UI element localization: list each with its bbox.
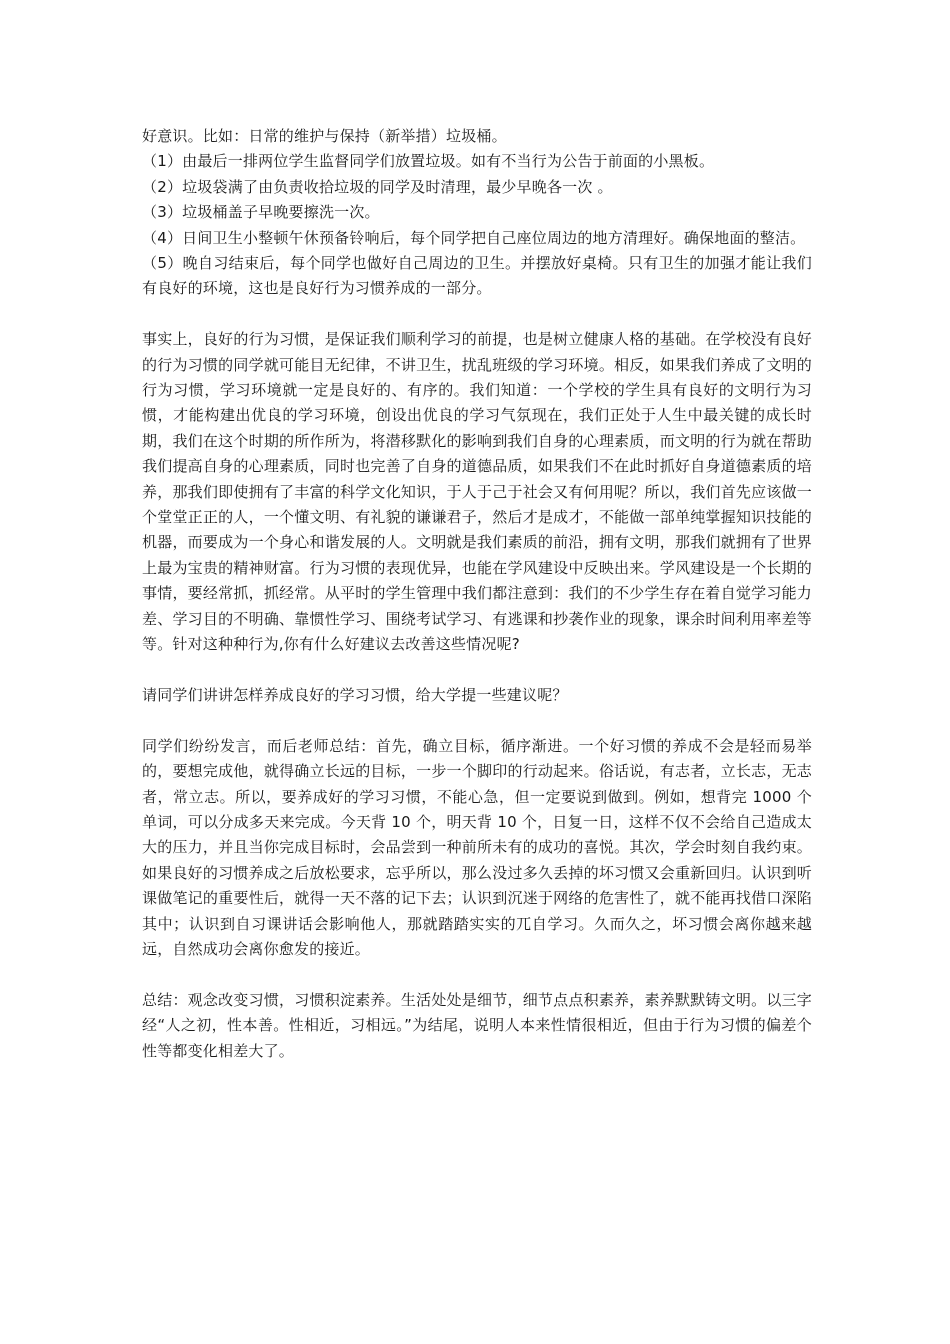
list-item: （5）晚自习结束后，每个同学也做好自己周边的卫生。并摆放好桌椅。只有卫生的加强才能让我们有良好的环境，这也是良好行为习惯养成的一部分。 [142,254,812,298]
section1-intro: 好意识。比如：日常的维护与保持（新举措）垃圾桶。 [142,127,507,145]
paragraph-conclusion: 总结：观念改变习惯，习惯积淀素养。生活处处是细节，细节点点积素养，素养默默铸文明。以三字经“人之初，性本善。性相近，习相远。”为结尾，说明人本来性情很相近，但由于行为习惯的偏差个性等都变化相差大了。 [142,990,812,1060]
paragraph-teacher-summary: 同学们纷纷发言，而后老师总结：首先，确立目标，循序渐进。一个好习惯的养成不会是轻而易举的，要想完成他，就得确立长远的目标，一步一个脚印的行动起来。俗话说，有志者，立长志，无志者，常立志。所以，要养成好的学习习惯，不能心急，但一定要说到做到。例如，想背完 1000 个单词，可以分成多天来完成。今天背 10 个，明天背 10 个，日复一日，这样不仅不会给自己造成太大的压力，并且当你完成目标时，会品尝到一种前所未有的成功的喜悦。其次，学会时刻自我约束。如果良好的习惯养成之后放松要求，忘乎所以，那么没过多久丢掉的坏习惯又会重新回归。认识到听课做笔记的重要性后，就得一天不落的记下去；认识到沉迷于网络的危害性了，就不能再找借口深陷其中；认识到自习课讲话会影响他人，那就踏踏实实的兀自学习。久而久之，坏习惯会离你越来越远，自然成功会离你愈发的接近。 [142,736,812,958]
list-item: （4）日间卫生小整顿午休预备铃响后，每个同学把自己座位周边的地方清理好。确保地面的整洁。 [142,228,806,247]
list-item: （2）垃圾袋满了由负责收拾垃圾的同学及时清理，最少早晚各一次 。 [142,177,613,196]
paragraph-gap [142,302,812,327]
paragraph-question: 请同学们讲讲怎样养成良好的学习习惯，给大学提一些建议呢？ [142,685,568,704]
paragraph-gap [142,658,812,683]
list-item: （1）由最后一排两位学生监督同学们放置垃圾。如有不当行为公告于前面的小黑板。 [142,152,715,171]
paragraph-gap [142,708,812,733]
paragraph-gap [142,962,812,987]
paragraph-behavior-habits: 事实上，良好的行为习惯，是保证我们顺利学习的前提，也是树立健康人格的基础。在学校没有良好的行为习惯的同学就可能目无纪律，不讲卫生，扰乱班级的学习环境。相反，如果我们养成了文明的行为习惯，学习环境就一定是良好的、有序的。我们知道：一个学校的学生具有良好的文明行为习惯，才能构建出优良的学习环境，创设出优良的学习气氛现在，我们正处于人生中最关键的成长时期，我们在这个时期的所作所为，将潜移默化的影响到我们自身的心理素质，而文明的行为就在帮助我们提高自身的心理素质，同时也完善了自身的道德品质，如果我们不在此时抓好自身道德素质的培养，那我们即使拥有了丰富的科学文化知识，于人于己于社会又有何用呢？所以，我们首先应该做一个堂堂正正的人，一个懂文明、有礼貌的谦谦君子，然后才是成才，不能做一部单纯掌握知识技能的机器，而要成为一个身心和谐发展的人。文明就是我们素质的前沿，拥有文明，那我们就拥有了世界上最为宝贵的精神财富。行为习惯的表现优异，也能在学风建设中反映出来。学风建设是一个长期的事情，要经常抓，抓经常。从平时的学生管理中我们都注意到：我们的不少学生存在着自觉学习能力差、学习目的不明确、靠惯性学习、围绕考试学习、有逃课和抄袭作业的现象，课余时间利用率差等等。针对这种种行为,你有什么好建议去改善这些情况呢? [142,330,812,654]
document-body [142,124,812,1064]
list-item: （3）垃圾桶盖子早晚要擦洗一次。 [142,203,380,222]
